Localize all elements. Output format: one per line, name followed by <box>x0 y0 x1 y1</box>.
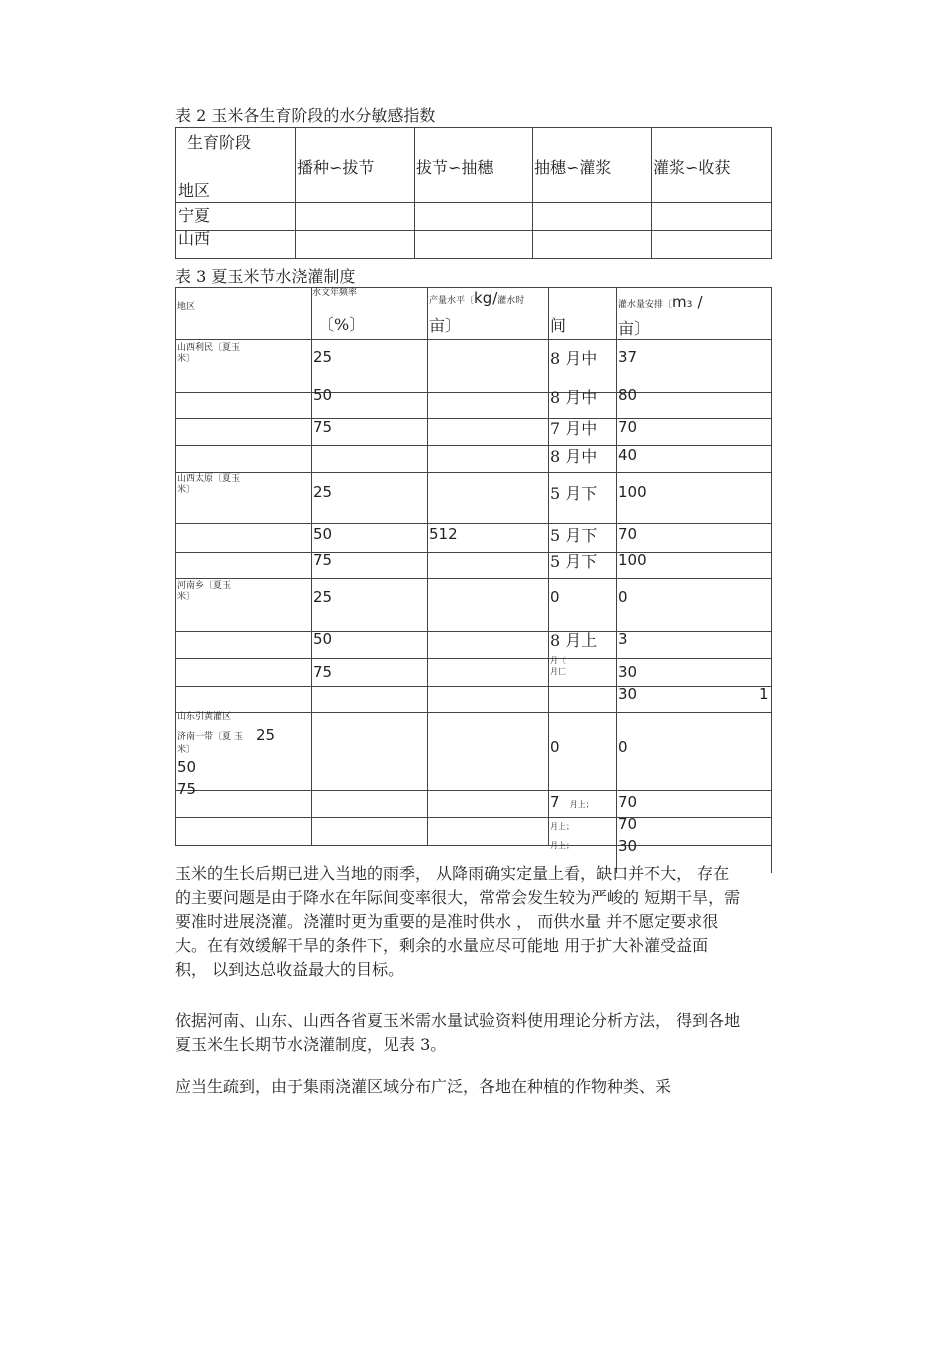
table3-caption: 表 3 夏玉米节水浇灌制度 <box>175 267 356 286</box>
table-cell: 30 <box>618 685 638 703</box>
table-cell: 75 <box>313 418 333 436</box>
table-cell: 70 <box>618 793 638 811</box>
paragraph-2: 依据河南、山东、山西各省夏玉米需水量试验资料使用理论分析方法， 得到各地 夏玉米生长期节水浇灌制度，见表 3。 <box>175 1011 741 1054</box>
paragraph-1: 玉米的生长后期已进入当地的雨季， 从降雨确实定量上看，缺口并不大， 存在 的主要问题是由于降水在年际间变率很大，常常会发生较为严峻的 短期干旱，需 要准时进展浇灌。浇灌时更为重要的是准时供水 ， 而供水量 并不愿定要求很 大。在有效缓解干旱的条件下，剩余的水量应尽可能地 用于扩大补灌受益面 积， 以到达总收益最大的目标。 <box>175 864 741 979</box>
table-cell: 8 月中 <box>550 447 598 466</box>
table-cell: 25 <box>313 483 333 501</box>
table3-header-region: 地区 <box>177 302 196 312</box>
table-cell: 3 <box>618 630 628 648</box>
table-cell: 37 <box>618 348 638 366</box>
paragraph-3: 应当生疏到，由于集雨浇灌区域分布广泛，各地在种植的作物种类、采 <box>175 1077 672 1096</box>
table-cell: 5 月下 <box>550 484 598 503</box>
table3-header-amount: 灌水量安排〔m3 / <box>618 293 703 311</box>
table-cell: 7 月中 <box>550 419 598 438</box>
table3-header-yield-unit: 亩〕 <box>429 316 462 335</box>
table-cell: 75 <box>313 551 333 569</box>
table-cell: 75 <box>177 780 197 798</box>
table-cell: 5 月下 <box>550 552 598 571</box>
table-cell: 0 <box>550 588 560 606</box>
table-cell: 7 月上； <box>550 793 594 811</box>
table-cell: 0 <box>618 588 628 606</box>
table-cell: 100 <box>618 551 647 569</box>
table-cell: 30 <box>618 663 638 681</box>
table-cell: 8 月中 <box>550 349 598 368</box>
table3-region-shandong-jinan: 济南一带〔夏 玉 <box>177 732 243 742</box>
table-cell: 1 <box>759 685 769 703</box>
table-cell: 8 月上 <box>550 631 598 650</box>
table-cell: 50 <box>313 386 333 404</box>
table-cell: 512 <box>429 525 458 543</box>
table3-header-frequency: 水文年频率 <box>312 288 358 298</box>
table3-region-shanxi-taiyuan: 山西太原〔夏玉 米〕 <box>177 474 241 495</box>
table-cell: 50 <box>177 758 197 776</box>
table3-region-henan: 河南乡〔夏玉 米〕 <box>177 581 232 602</box>
table-cell: 70 <box>618 418 638 436</box>
table-cell: 80 <box>618 386 638 404</box>
table-cell: 0 <box>618 738 628 756</box>
table-cell: 50 <box>313 525 333 543</box>
table-cell: 0 <box>550 738 560 756</box>
table3-header-frequency-unit: 〔%〕 <box>318 315 366 334</box>
table2-header-stage: 生育阶段 <box>187 133 252 152</box>
table-cell: 月匚 <box>550 667 566 676</box>
table3-header-amount-unit: 亩〕 <box>618 319 651 338</box>
table3-region-shandong-suffix: 米〕 <box>177 745 196 755</box>
table2-caption: 表 2 玉米各生育阶段的水分敏感指数 <box>175 106 436 125</box>
table2-stage-1: 播种∽拔节 <box>297 158 375 177</box>
table-cell: 30 <box>618 837 638 855</box>
table-cell: 月上； <box>550 841 574 850</box>
table2-stage-3: 抽穗∽灌浆 <box>534 158 612 177</box>
table-cell: 25 <box>313 348 333 366</box>
table3-region-shandong: 山东引黄灌区 <box>177 712 232 722</box>
table2-region-ningxia: 宁夏 <box>178 206 211 225</box>
table3-region-shanxi-limin: 山西利民〔夏玉 米〕 <box>177 343 241 364</box>
table-cell: 70 <box>618 525 638 543</box>
table-cell: 75 <box>313 663 333 681</box>
table2-stage-2: 拔节∽抽穗 <box>416 158 494 177</box>
table-cell: 25 <box>313 588 333 606</box>
table3-header-yield: 产量水平〔kg/灌水时 <box>429 289 525 307</box>
table-cell: 月上； <box>550 822 574 831</box>
table2-stage-4: 灌浆∽收获 <box>653 158 731 177</box>
table-cell: 月〔 <box>550 656 566 665</box>
table-cell: 40 <box>618 446 638 464</box>
table-cell: 100 <box>618 483 647 501</box>
table2-region-shanxi: 山西 <box>178 229 211 248</box>
table-cell: 5 月下 <box>550 526 598 545</box>
table-cell: 8 月中 <box>550 388 598 407</box>
table-cell: 70 <box>618 815 638 833</box>
table3-header-time: 间 <box>550 316 567 335</box>
table2-header-region: 地区 <box>178 181 211 200</box>
table-cell: 25 <box>256 726 276 744</box>
table-cell: 50 <box>313 630 333 648</box>
